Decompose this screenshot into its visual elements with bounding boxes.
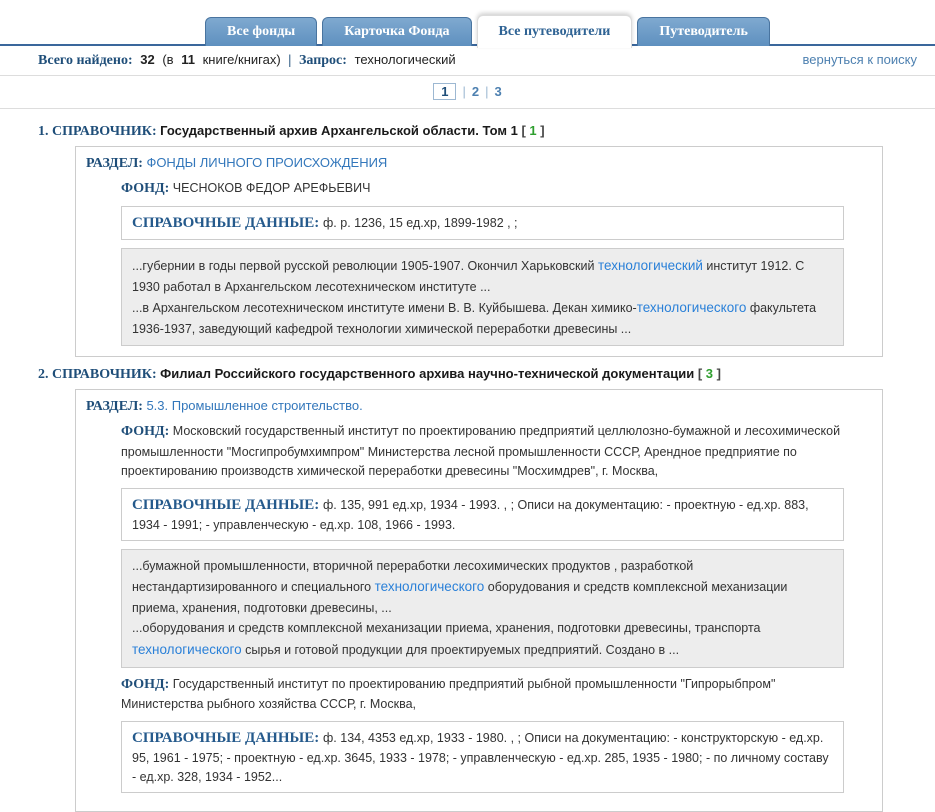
tab-guide[interactable]: Путеводитель — [637, 17, 770, 46]
pagination — [0, 76, 935, 109]
result-details-box — [75, 389, 883, 811]
section-link[interactable]: ФОНДЫ ЛИЧНОГО ПРОИСХОЖДЕНИЯ — [146, 155, 388, 170]
fond-block — [121, 421, 844, 667]
highlighted-term: технологического — [636, 300, 747, 316]
books-word: книге/книгах) — [202, 52, 281, 67]
match-count: 1 — [529, 123, 537, 138]
handbook-label: СПРАВОЧНИК: — [52, 124, 161, 139]
snippet-line — [132, 255, 833, 297]
snippet-box — [121, 549, 844, 667]
snippet-text: ...оборудования и средств комплексной механизации приема, хранения, подготовки древесины, транспорта — [132, 621, 761, 636]
snippet-text: ...бумажной промышленности, вторичной переработки лесохимических продуктов , разработкой нестандартизированного и специального — [132, 559, 694, 595]
fond-name: ЧЕСНОКОВ ФЕДОР АРЕФЬЕВИЧ — [172, 181, 371, 195]
fond-label: ФОНД: — [121, 676, 173, 692]
tabs-container — [205, 15, 775, 46]
pagination-page-link[interactable]: 3 — [494, 84, 502, 99]
found-count: 32 — [140, 52, 155, 67]
match-count-open-bracket: [ — [694, 366, 706, 382]
reference-data-value: ф. 135, 991 ед.хр, 1934 - 1993. , ; Описи на документацию: - проектную - ед.хр. 883, 1934 - 1991; - управленческую - ед.хр. 108, 1966 - 1993. — [132, 497, 809, 533]
highlighted-term: технологического — [132, 641, 242, 657]
snippet-text: сырья и готовой продукции для проектируемых предприятий. Создано в ... — [241, 642, 680, 657]
result-details-box — [75, 146, 883, 357]
header-separator: | — [288, 53, 292, 68]
match-count-close-bracket: ] — [713, 366, 721, 382]
fond-label: ФОНД: — [121, 181, 173, 196]
section-label: РАЗДЕЛ: — [86, 399, 147, 415]
highlighted-term: технологический — [597, 258, 703, 274]
results-header — [0, 46, 935, 76]
highlighted-term: технологического — [374, 579, 485, 595]
match-count-close-bracket: ] — [536, 123, 545, 138]
reference-data-value: ф. р. 1236, 15 ед.хр, 1899-1982 , ; — [323, 215, 518, 230]
results-summary — [38, 52, 460, 69]
books-count: 11 — [181, 52, 195, 67]
section-label: РАЗДЕЛ: — [86, 156, 147, 171]
match-count-open-bracket: [ — [517, 123, 530, 138]
result-heading — [38, 123, 935, 140]
fond-row — [121, 421, 844, 481]
reference-data-box — [121, 721, 844, 793]
handbook-label: СПРАВОЧНИК: — [52, 367, 161, 383]
snippet-line — [132, 618, 833, 660]
reference-data-box — [121, 488, 844, 541]
result-heading — [38, 366, 935, 383]
snippet-text: оборудования и средств комплексной механизации приема, хранения, подготовки древесины, ... — [132, 580, 788, 616]
tab-all-funds[interactable]: Все фонды — [205, 17, 317, 46]
pagination-separator: | — [462, 84, 466, 99]
fond-name: Московский государственный институт по проектированию предприятий целлюлозно-бумажной и лесохимической промышленности "Мосгипробумхимпром" Министерства лесной промышленности СССР, Арендное предприятие по проектированию производств химической переработки древесины "Мосхимдрев", г. Москва, — [121, 424, 841, 479]
result-item — [38, 123, 935, 357]
tab-bar — [0, 0, 935, 46]
pagination-page-link[interactable]: 2 — [471, 84, 480, 99]
query-value: технологический — [354, 52, 456, 67]
reference-data-box — [121, 206, 844, 241]
reference-data-label: СПРАВОЧНЫЕ ДАННЫЕ: — [132, 496, 324, 513]
pagination-separator: | — [485, 84, 489, 99]
fond-row — [121, 178, 844, 200]
results-list — [0, 109, 935, 812]
result-number: 2. — [38, 367, 52, 383]
tab-all-guides[interactable]: Все путеводители — [477, 15, 633, 48]
fond-row — [121, 674, 844, 715]
tab-fund-card[interactable]: Карточка Фонда — [322, 17, 471, 46]
query-label: Запрос: — [299, 53, 347, 68]
fond-block — [121, 674, 844, 793]
snippet-text: ...в Архангельском лесотехническом институте имени В. В. Куйбышева. Декан химико- — [132, 301, 637, 316]
match-count: 3 — [705, 366, 713, 382]
found-label: Всего найдено: — [38, 53, 133, 68]
handbook-title: Государственный архив Архангельской области. Том 1 — [160, 123, 518, 138]
section-row — [86, 398, 844, 415]
in-word: (в — [162, 52, 174, 67]
fond-name: Государственный институт по проектированию предприятий рыбной промышленности "Гипрорыбпром" Министерства рыбного хозяйства СССР, г. Москва, — [121, 676, 776, 712]
snippet-line — [132, 556, 833, 618]
result-number: 1. — [38, 124, 52, 139]
snippet-text: факультета 1936-1937, заведующий кафедрой технологии химической переработки древесины ... — [132, 301, 817, 337]
reference-data-label: СПРАВОЧНЫЕ ДАННЫЕ: — [132, 729, 324, 746]
snippet-text: институт 1912. С 1930 работал в Архангельском лесотехническом институте ... — [132, 259, 805, 295]
pagination-current-page: 1 — [433, 83, 456, 100]
reference-data-label: СПРАВОЧНЫЕ ДАННЫЕ: — [132, 214, 324, 231]
snippet-text: ...губернии в годы первой русской революции 1905-1907. Окончил Харьковский — [132, 259, 598, 274]
handbook-title: Филиал Российского государственного архива научно-технической документации — [160, 366, 695, 382]
section-link[interactable]: 5.3. Промышленное строительство. — [146, 398, 363, 414]
snippet-line — [132, 297, 833, 339]
fond-label: ФОНД: — [121, 424, 173, 440]
back-to-search-link[interactable]: вернуться к поиску — [802, 52, 917, 67]
section-row — [86, 155, 844, 172]
reference-data-value: ф. 134, 4353 ед.хр, 1933 - 1980. , ; Описи на документацию: - конструкторскую - ед.хр. 95, 1961 - 1975; - проектную - ед.хр. 3645, 1933 - 1978; - управленческую - ед.хр. 285, 1935 - 1980; - по личному составу - ед.хр. 328, 1934 - 1952... — [132, 730, 829, 784]
snippet-box — [121, 248, 844, 346]
result-item — [38, 366, 935, 811]
fond-block — [121, 178, 844, 346]
